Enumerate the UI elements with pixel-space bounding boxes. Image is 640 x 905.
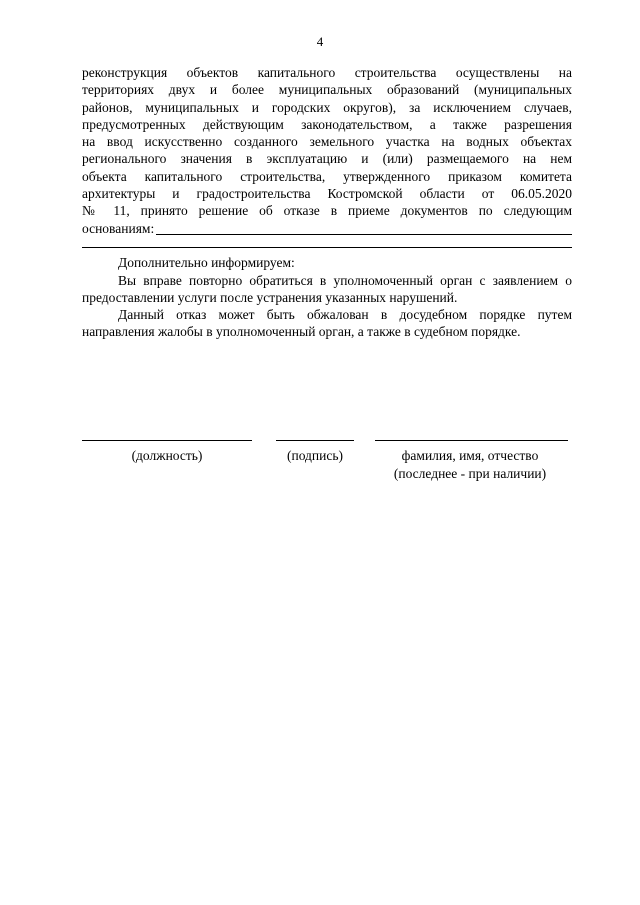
resubmit-paragraph: Вы вправе повторно обратиться в уполномоченный орган с заявлением о предоставлении услуги после устранения указанных нарушений.	[82, 272, 572, 305]
position-label: (должность)	[131, 448, 203, 463]
additional-info-heading: Дополнительно информируем:	[118, 255, 295, 271]
position-signature-line	[82, 440, 252, 442]
body-line: районов, муниципальных и городских округов), за исключением случаев,	[82, 99, 572, 115]
body-line: предусмотренных действующим законодательством, а также разрешения	[82, 116, 572, 132]
grounds-label: основаниям:	[82, 220, 155, 236]
body-line: регионального значения в эксплуатацию и (или) размещаемого на нем	[82, 151, 572, 167]
full-name-caption: фамилия, имя, отчество	[401, 448, 539, 463]
body-line: реконструкция объектов капитального строительства осуществлены на	[82, 65, 572, 80]
body-line: территориях двух и более муниципальных образований (муниципальных	[82, 82, 572, 98]
document-body	[82, 64, 572, 341]
body-line: архитектуры и градостроительства Костромской области от 06.05.2020	[82, 186, 572, 202]
grounds-fill-line	[156, 221, 572, 235]
full-name-note: (последнее - при наличии)	[393, 465, 547, 481]
appeal-paragraph: Данный отказ может быть обжалован в досудебном порядке путем направления жалобы в уполномоченный орган, а также в судебном порядке.	[82, 307, 572, 340]
page-number: 4	[316, 34, 324, 49]
body-line: объекта капитального строительства, утвержденного приказом комитета	[82, 168, 572, 184]
body-line: № 11, принято решение об отказе в приеме документов по следующим	[82, 203, 572, 219]
grounds-line	[82, 220, 572, 237]
grounds-blank-line	[82, 237, 572, 254]
body-line: на ввод искусственно созданного земельного участка на водных объектах	[82, 134, 572, 150]
signature-label: (подпись)	[286, 448, 344, 463]
name-signature-line	[375, 440, 568, 442]
signature-line	[276, 440, 354, 442]
full-name-label	[370, 447, 570, 482]
